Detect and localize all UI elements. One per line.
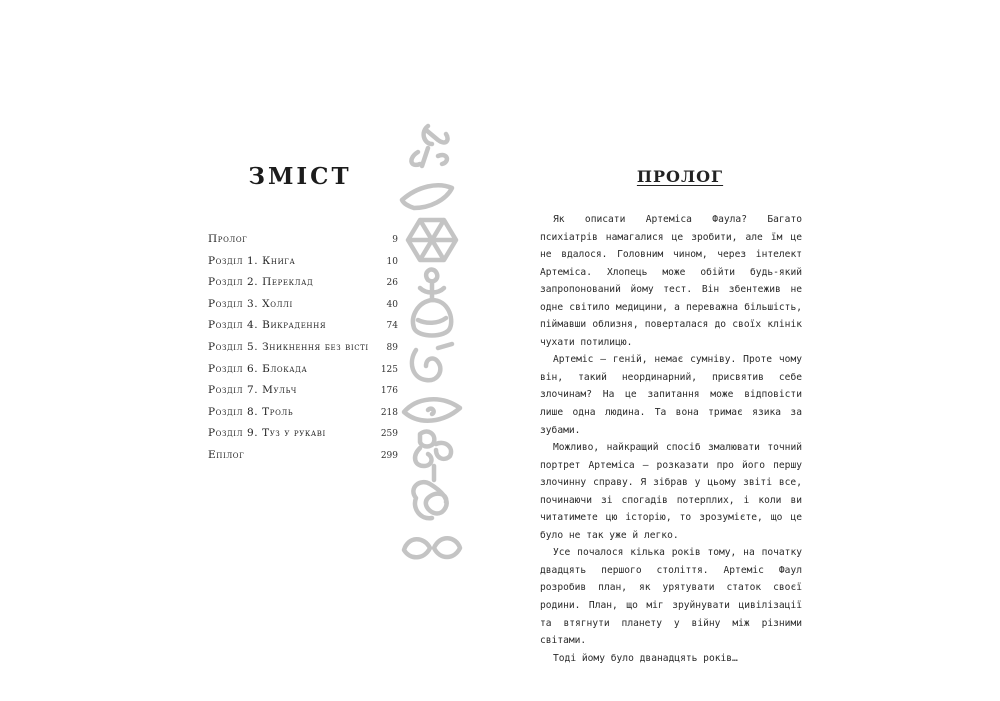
toc-entry-label: Епілог: [208, 448, 245, 461]
prologue-body: [540, 211, 802, 667]
prologue-paragraph: Артеміс — геній, немає сумніву. Проте чому він, такий неординарний, присвятив себе злочинам? На це запитання може відповісти лише одна людина. Та вона тримає язика за зубами.: [540, 354, 802, 436]
toc-entry-page: 218: [380, 407, 398, 418]
toc-entry-label: Розділ 8. Троль: [208, 405, 294, 418]
toc-entry-page: 10: [386, 256, 398, 267]
toc-entry: [208, 276, 398, 298]
prologue-paragraph: Можливо, найкращий спосіб змалювати точний портрет Артеміса — розказати про його першу злочинну справу. Я зібрав у цьому звіті все, починаючи зі спогадів потерплих, і коли ви читатимете цю історію, то зрозумієте, що це було не так уже й легко.: [540, 442, 802, 541]
toc-entry-label: Розділ 6. Блокада: [208, 362, 308, 375]
toc-entry: [208, 341, 398, 363]
toc-entry-label: Розділ 1. Книга: [208, 254, 296, 267]
toc-entry-label: Пролог: [208, 233, 248, 245]
toc-entry: [208, 384, 398, 406]
toc-entry-page: 9: [392, 235, 398, 245]
toc-list: [208, 233, 398, 471]
gnommish-glyph-column-icon: [398, 122, 470, 572]
toc-entry: [208, 319, 398, 341]
toc-entry: [208, 255, 398, 277]
toc-entry-label: Розділ 4. Викрадення: [208, 319, 327, 332]
toc-entry: [208, 298, 398, 320]
toc-entry-page: 259: [380, 429, 398, 440]
toc-entry-label: Розділ 3. Холлі: [208, 297, 293, 310]
toc-entry-page: 74: [386, 321, 398, 332]
toc-entry-page: 176: [380, 386, 398, 397]
toc-entry-page: 40: [386, 299, 398, 310]
toc-entry-page: 299: [380, 450, 398, 461]
toc-entry-label: Розділ 5. Зникнення без вісті: [208, 340, 369, 353]
prologue-title: ПРОЛОГ: [636, 167, 724, 186]
toc-entry-page: 125: [380, 364, 398, 375]
prologue-paragraph: Усе почалося кілька років тому, на початку двадцять першого століття. Артеміс Фаул розробив план, як урятувати статок своєї родини. План, що міг зруйнувати цивілізації та втягнути планету у війну між різними світами.: [540, 547, 802, 647]
toc-entry: [208, 449, 398, 471]
toc-entry: [208, 233, 398, 255]
toc-entry-label: Розділ 2. Переклад: [208, 276, 314, 289]
prologue-paragraph: Як описати Артеміса Фаула? Багато психіатрів намагалися це зробити, але їм це не вдалося. Головним чином, через інтелект Артеміса. Хлопець може обійти будь-який запропонований йому тест. Він збентежив не одне світило медицини, а переважна більшість, піймавши облизня, поверталася до своїх клінік чухати потилицю.: [540, 214, 802, 348]
toc-entry: [208, 427, 398, 449]
toc-entry-label: Розділ 9. Туз у рукаві: [208, 427, 326, 440]
prologue-paragraph: Тоді йому було дванадцять років…: [553, 652, 738, 664]
toc-title: ЗМІСТ: [248, 163, 352, 190]
toc-entry-page: 26: [386, 278, 398, 289]
toc-entry: [208, 363, 398, 385]
toc-entry-page: 89: [386, 342, 398, 353]
toc-entry-label: Розділ 7. Мульч: [208, 384, 297, 397]
toc-entry: [208, 406, 398, 428]
